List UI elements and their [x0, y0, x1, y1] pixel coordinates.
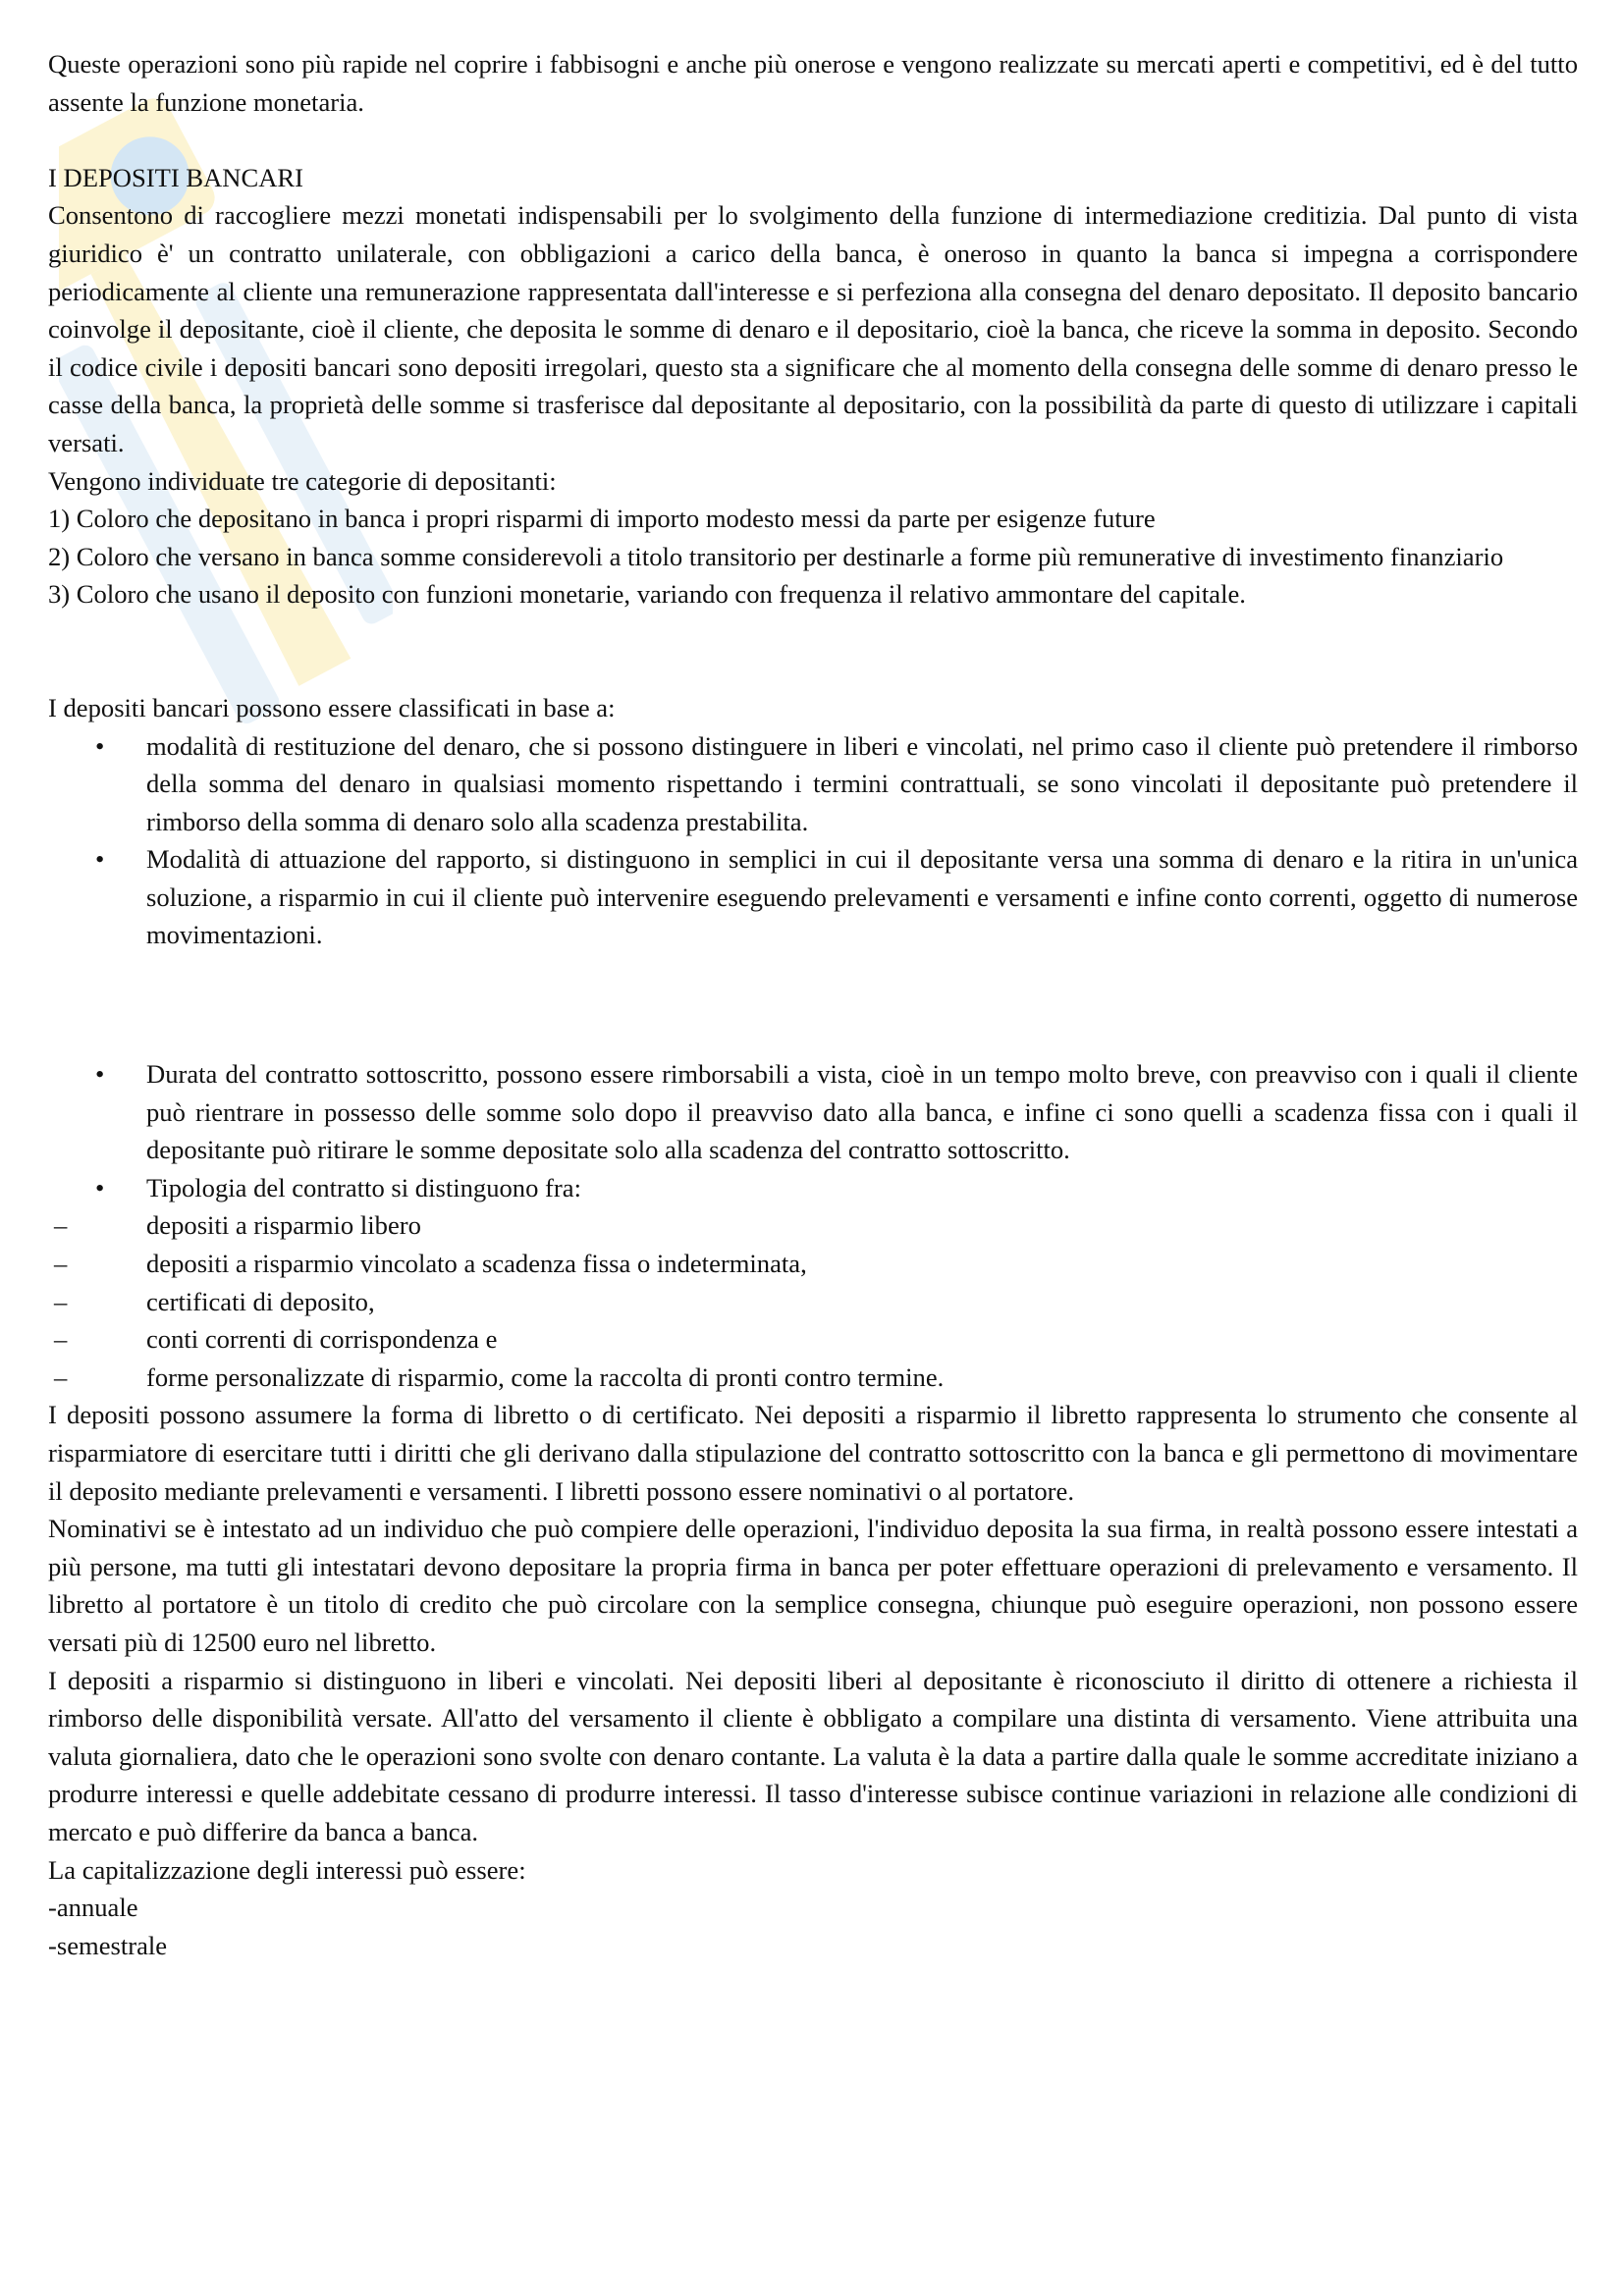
section-title: I DEPOSITI BANCARI	[48, 162, 304, 192]
list-item-text: Tipologia del contratto si distinguono fra:	[146, 1172, 581, 1202]
list-item	[48, 1169, 1578, 1207]
category-1: 1) Coloro che depositano in banca i propri risparmi di importo modesto messi da parte per esigenze future	[48, 504, 1156, 534]
dash-item-text: depositi a risparmio vincolato a scadenza fissa o indeterminata,	[146, 1249, 807, 1279]
dash-item-text: forme personalizzate di risparmio, come la raccolta di pronti contro termine.	[146, 1362, 945, 1392]
list-item	[48, 1055, 1578, 1169]
dash-item	[48, 1245, 1578, 1283]
list-item	[48, 840, 1578, 954]
document-body	[48, 45, 1578, 1964]
libretto-paragraph: I depositi possono assumere la forma di libretto o di certificato. Nei depositi a risparmio il libretto rappresenta lo strumento che consente al risparmiatore di esercitare tutti i diritti che gli derivano dalla stipulazione del contratto sottoscritto con la banca e gli permettono di movimentare il deposito mediante prelevamenti e versamenti. I libretti possono essere nominativi o al portatore.	[48, 1400, 1578, 1506]
intro-paragraph: Queste operazioni sono più rapide nel coprire i fabbisogni e anche più onerose e vengono realizzate su mercati aperti e competitivi, ed è del tutto assente la funzione monetaria.	[48, 49, 1578, 117]
capitalizzazione-semestrale: -semestrale	[48, 1930, 168, 1960]
dash-item-text: certificati di deposito,	[146, 1286, 375, 1316]
dash-mark: –	[54, 1249, 68, 1279]
bullet-mark: •	[95, 1172, 105, 1202]
list-item-text: Durata del contratto sottoscritto, possono essere rimborsabili a vista, cioè in un tempo molto breve, con preavviso con i quali il cliente può rientrare in possesso delle somme solo dopo il preavviso dato alla banca, e infine ci sono quelli a scadenza fissa con i quali il depositante può ritirare le somme depositate solo alla scadenza del contratto sottoscritto.	[146, 1059, 1578, 1165]
dash-mark: –	[54, 1210, 68, 1241]
list-item-text: Modalità di attuazione del rapporto, si distinguono in semplici in cui il depositante versa una somma di denaro e la ritira in un'unica soluzione, a risparmio in cui il cliente può intervenire eseguendo prelevamenti e versamenti e infine conto correnti, oggetto di numerose movimentazioni.	[146, 844, 1578, 950]
definition-paragraph: Consentono di raccogliere mezzi monetati indispensabili per lo svolgimento della funzione di intermediazione creditizia. Dal punto di vista giuridico è' un contratto unilaterale, con obbligazioni a carico della banca, è oneroso in quanto la banca si impegna a corrispondere periodicamente al cliente una remunerazione rappresentata dall'interesse e si perfeziona alla consegna del denaro depositato. Il deposito bancario coinvolge il depositante, cioè il cliente, che deposita le somme di denaro e il depositario, cioè la banca, che riceve la somma in deposito. Secondo il codice civile i depositi bancari sono depositi irregolari, questo sta a significare che al momento della consegna delle somme di denaro presso le casse della banca, la proprietà delle somme si trasferisce dal depositante al depositario, con la possibilità da parte di questo di utilizzare i capitali versati.	[48, 200, 1578, 457]
dash-item	[48, 1320, 1578, 1359]
list-item-text: modalità di restituzione del denaro, che si possono distinguere in liberi e vincolati, nel primo caso il cliente può pretendere il rimborso della somma del denaro in qualsiasi momento rispettando i termini contrattuali, se sono vincolati il depositante può pretendere il rimborso della somma di denaro solo alla scadenza prestabilita.	[146, 730, 1578, 836]
capitalizzazione-annuale: -annuale	[48, 1893, 138, 1923]
bullet-mark: •	[95, 844, 105, 875]
dash-mark: –	[54, 1286, 68, 1316]
categories-intro: Vengono individuate tre categorie di depositanti:	[48, 465, 557, 496]
list-item	[48, 727, 1578, 841]
dash-mark: –	[54, 1324, 68, 1355]
category-2: 2) Coloro che versano in banca somme considerevoli a titolo transitorio per destinarle a forme più remunerative di investimento finanziario	[48, 541, 1504, 571]
dash-item	[48, 1359, 1578, 1397]
dash-item	[48, 1206, 1578, 1245]
nominativi-paragraph: Nominativi se è intestato ad un individuo che può compiere delle operazioni, l'individuo deposita la sua firma, in realtà possono essere intestati a più persone, ma tutti gli intestatari devono depositare la propria firma in banca per poter effettuare operazioni di prelevamento e versamento. Il libretto al portatore è un titolo di credito che può circolare con la semplice consegna, chiunque può eseguire operazioni, non possono essere versati più di 12500 euro nel libretto.	[48, 1514, 1578, 1657]
category-3: 3) Coloro che usano il deposito con funzioni monetarie, variando con frequenza il relativo ammontare del capitale.	[48, 579, 1246, 610]
classified-intro: I depositi bancari possono essere classificati in base a:	[48, 692, 616, 722]
liberi-paragraph: I depositi a risparmio si distinguono in liberi e vincolati. Nei depositi liberi al depositante è riconosciuto il diritto di ottenere a richiesta il rimborso delle disponibilità versate. All'atto del versamento il cliente è obbligato a compilare una distinta di versamento. Viene attribuita una valuta giornaliera, dato che le operazioni sono svolte con denaro contante. La valuta è la data a partire dalla quale le somme accreditate iniziano a produrre interessi e quelle addebitate cessano di produrre interessi. Il tasso d'interesse subisce continue variazioni in relazione alle condizioni di mercato e può differire da banca a banca.	[48, 1665, 1578, 1846]
dash-item-text: depositi a risparmio libero	[146, 1210, 421, 1241]
dash-mark: –	[54, 1362, 68, 1392]
capitalizzazione-intro: La capitalizzazione degli interessi può essere:	[48, 1854, 526, 1885]
dash-item-text: conti correnti di corrispondenza e	[146, 1324, 498, 1355]
bullet-mark: •	[95, 1059, 105, 1090]
bullet-mark: •	[95, 730, 105, 761]
dash-item	[48, 1283, 1578, 1321]
